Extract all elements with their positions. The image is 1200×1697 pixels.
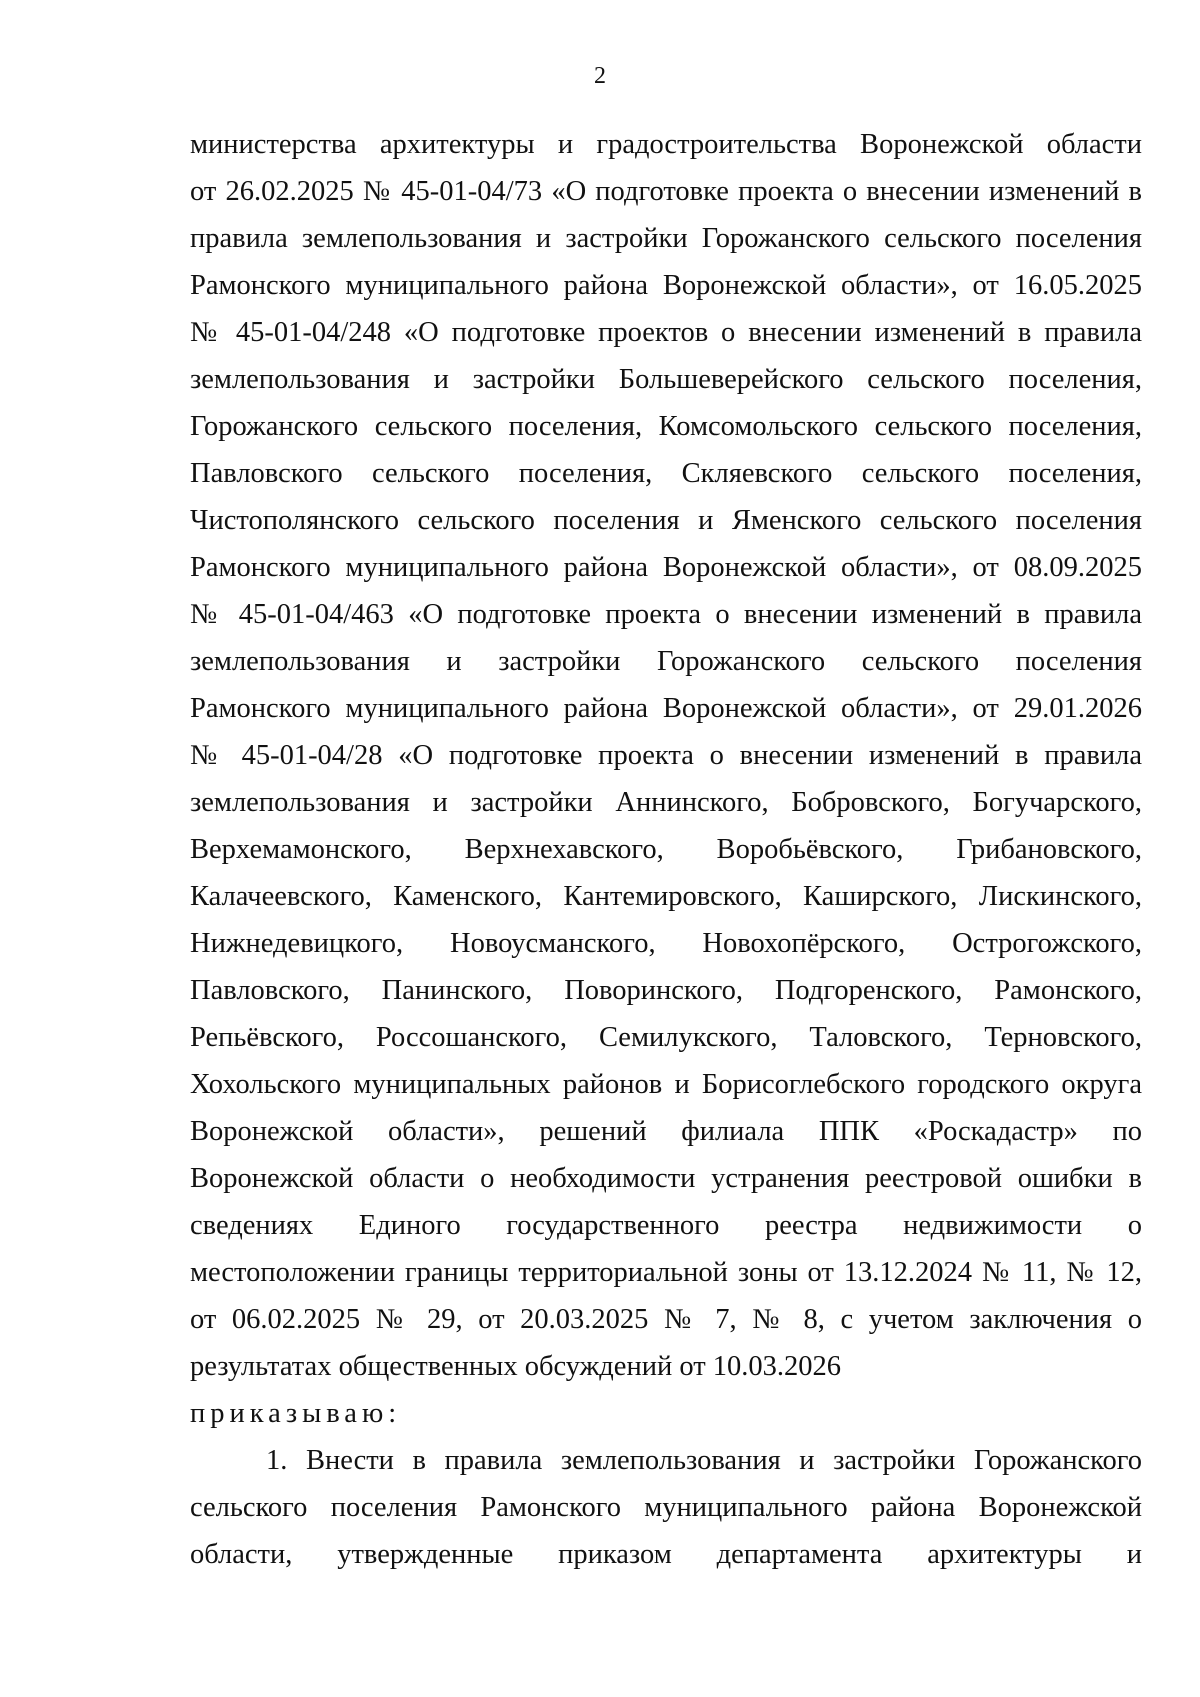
text-line: Павловского сельского поселения, Скляевского сельского поселения, — [190, 458, 1142, 489]
text-line: Верхемамонского, Верхнехавского, Воробьёвского, Грибановского, — [190, 834, 1142, 865]
text-line: от 06.02.2025 № 29, от 20.03.2025 № 7, № 8, с учетом заключения о — [190, 1304, 1142, 1335]
text-line: Рамонского муниципального района Воронежской области», от 29.01.2026 — [190, 693, 1142, 724]
text-line: Репьёвского, Россошанского, Семилукского, Таловского, Терновского, — [190, 1022, 1142, 1053]
text-line: Воронежской области о необходимости устранения реестровой ошибки в — [190, 1163, 1142, 1194]
text-line: Чистополянского сельского поселения и Яменского сельского поселения — [190, 505, 1142, 536]
text-line: Горожанского сельского поселения, Комсомольского сельского поселения, — [190, 411, 1142, 442]
text-line: области, утвержденные приказом департамента архитектуры и — [190, 1539, 1142, 1570]
text-line: сведениях Единого государственного реестра недвижимости о — [190, 1210, 1142, 1241]
document-body — [190, 121, 1142, 1578]
text-line: Нижнедевицкого, Новоусманского, Новохопёрского, Острогожского, — [190, 928, 1142, 959]
text-line: Павловского, Панинского, Поворинского, Подгоренского, Рамонского, — [190, 975, 1142, 1006]
text-line: № 45-01-04/463 «О подготовке проекта о внесении изменений в правила — [190, 599, 1142, 630]
text-line: Рамонского муниципального района Воронежской области», от 16.05.2025 — [190, 270, 1142, 301]
item-1-paragraph — [190, 1437, 1142, 1578]
text-line: правила землепользования и застройки Горожанского сельского поселения — [190, 223, 1142, 254]
text-line: № 45-01-04/248 «О подготовке проектов о внесении изменений в правила — [190, 317, 1142, 348]
text-line: Воронежской области», решений филиала ППК «Роскадастр» по — [190, 1116, 1142, 1147]
page-number: 2 — [594, 63, 606, 89]
text-line: Калачеевского, Каменского, Кантемировского, Каширского, Лискинского, — [190, 881, 1142, 912]
text-line: местоположении границы территориальной зоны от 13.12.2024 № 11, № 12, — [190, 1257, 1142, 1288]
text-line: министерства архитектуры и градостроительства Воронежской области — [190, 129, 1142, 160]
text-line: землепользования и застройки Большеверейского сельского поселения, — [190, 364, 1142, 395]
text-line: 1. Внести в правила землепользования и застройки Горожанского — [266, 1445, 1142, 1476]
text-line: сельского поселения Рамонского муниципального района Воронежской — [190, 1492, 1142, 1523]
text-line: землепользования и застройки Аннинского, Бобровского, Богучарского, — [190, 787, 1142, 818]
text-line: результатах общественных обсуждений от 10.03.2026 — [190, 1351, 842, 1382]
order-word: приказываю: — [190, 1398, 402, 1429]
text-line: Хохольского муниципальных районов и Борисоглебского городского округа — [190, 1069, 1142, 1100]
text-line: № 45-01-04/28 «О подготовке проекта о внесении изменений в правила — [190, 740, 1142, 771]
text-line: от 26.02.2025 № 45-01-04/73 «О подготовке проекта о внесении изменений в — [190, 176, 1142, 207]
preamble-paragraph — [190, 121, 1142, 1390]
text-line: землепользования и застройки Горожанского сельского поселения — [190, 646, 1142, 677]
text-line: Рамонского муниципального района Воронежской области», от 08.09.2025 — [190, 552, 1142, 583]
